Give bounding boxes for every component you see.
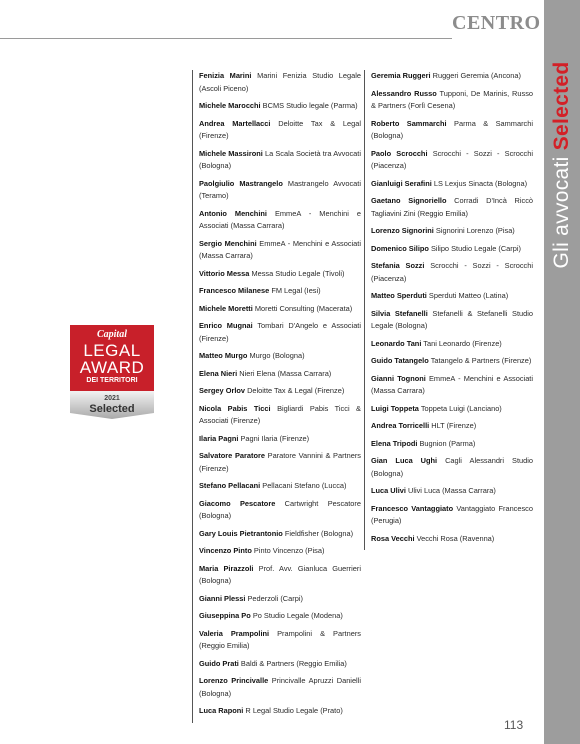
lawyer-firm: Vecchi Rosa (Ravenna) <box>416 533 495 543</box>
list-item <box>199 320 361 345</box>
lawyer-name: Enrico Mugnai <box>199 321 253 330</box>
lawyer-name: Francesco Vantaggiato <box>371 503 454 513</box>
lawyer-name: Giacomo Pescatore <box>199 498 276 508</box>
lawyer-firm: Prampolini & Partners (Reggio Emilia) <box>199 628 361 650</box>
list-item <box>199 303 361 316</box>
lawyer-name: Matteo Sperduti <box>371 291 427 300</box>
lawyer-name: Paolo Scrocchi <box>371 148 428 158</box>
lawyer-name: Paolgiulio Mastrangelo <box>199 178 283 188</box>
lawyer-firm: LS Lexjus Sinacta (Bologna) <box>433 178 528 188</box>
list-item <box>371 260 533 285</box>
lawyer-name: Gaetano Signoriello <box>371 196 447 205</box>
lawyer-firm: Scrocchi - Sozzi - Scrocchi (Piacenza) <box>371 148 534 170</box>
lawyer-firm: BCMS Studio legale (Parma) <box>262 101 358 110</box>
list-item <box>199 593 361 606</box>
list-item <box>371 178 533 191</box>
badge-line-territori: DEI TERRITORI <box>86 377 138 384</box>
lawyer-firm: Parma & Sammarchi (Bologna) <box>371 118 533 140</box>
lawyer-firm: Fieldfisher (Bologna) <box>284 528 354 538</box>
lawyer-firm: Ruggeri Geremia (Ancona) <box>432 71 521 80</box>
lawyer-name: Michele Marocchi <box>199 101 261 110</box>
lawyer-name: Guido Tatangelo <box>371 356 429 365</box>
badge-line-award: AWARD <box>79 358 145 377</box>
lawyer-name: Gary Louis Pietrantonio <box>199 528 283 538</box>
lawyer-name: Luca Ulivi <box>371 486 406 495</box>
list-item <box>371 195 533 220</box>
lawyer-name: Michele Moretti <box>199 303 253 313</box>
lawyer-name: Andrea Martellacci <box>199 118 271 128</box>
list-item <box>199 480 361 493</box>
list-item <box>371 118 533 143</box>
lawyer-name: Elena Nieri <box>199 368 238 378</box>
lawyer-firm: Mastrangelo Avvocati (Teramo) <box>199 178 361 200</box>
lawyer-name: Salvatore Paratore <box>199 451 265 460</box>
list-item <box>199 385 361 398</box>
lawyer-name: Antonio Menchini <box>199 208 267 218</box>
lawyer-firm: Murgo (Bologna) <box>249 351 305 360</box>
lawyer-firm: EmmeA - Menchini e Associati (Massa Carrara) <box>199 238 361 260</box>
list-item <box>199 208 361 233</box>
lawyer-firm: Princivalle Apruzzi Danielli (Bologna) <box>199 676 361 698</box>
list-item <box>199 545 361 558</box>
lawyer-name: Stefano Pellacani <box>199 481 261 490</box>
sidebar-title-bold: Selected <box>550 61 573 151</box>
lawyer-name: Nicola Pabis Ticci <box>199 403 271 413</box>
lawyer-firm: Tatangelo & Partners (Firenze) <box>430 356 532 365</box>
list-item <box>371 88 533 113</box>
lawyer-firm: Ulivi Luca (Massa Carrara) <box>407 486 496 495</box>
sidebar-title-light: Gli avvocati <box>550 150 573 269</box>
lawyer-name: Valeria Prampolini <box>199 628 270 638</box>
list-item <box>199 433 361 446</box>
lawyer-name: Francesco Milanese <box>199 286 270 295</box>
list-item <box>371 243 533 256</box>
lawyer-name: Silvia Stefanelli <box>371 308 428 318</box>
lawyer-name: Gianni Plessi <box>199 593 246 603</box>
lawyer-name: Domenico Silipo <box>371 243 429 253</box>
badge-brand: Capital <box>96 329 127 340</box>
list-item <box>199 403 361 428</box>
list-item <box>199 528 361 541</box>
legal-award-badge <box>70 325 154 419</box>
list-item <box>199 70 361 95</box>
list-item <box>371 225 533 238</box>
list-item <box>371 355 533 368</box>
lawyer-name: Luigi Toppeta <box>371 403 419 413</box>
list-item <box>371 485 533 498</box>
lawyer-firm: Signorini Lorenzo (Pisa) <box>435 226 515 235</box>
list-item <box>199 705 361 718</box>
badge-year: 2021 <box>104 395 120 402</box>
list-item <box>199 100 361 113</box>
lawyer-firm: Deloitte Tax & Legal (Firenze) <box>247 386 345 395</box>
lawyer-firm: Tombari D'Angelo e Associati (Firenze) <box>199 321 361 343</box>
lawyer-name: Maria Pirazzoli <box>199 563 254 573</box>
lawyer-firm: Po Studio Legale (Modena) <box>252 611 343 620</box>
lawyer-firm: R Legal Studio Legale (Prato) <box>245 706 343 715</box>
lawyer-name: Michele Massironi <box>199 148 263 158</box>
lawyer-firm: Silipo Studio Legale (Carpi) <box>430 243 521 253</box>
lawyer-name: Andrea Torricelli <box>371 421 430 430</box>
lawyer-name: Ilaria Pagni <box>199 433 239 443</box>
list-item <box>371 373 533 398</box>
lawyer-name: Geremia Ruggeri <box>371 71 431 80</box>
lawyer-name: Gian Luca Ughi <box>371 456 438 465</box>
page-number: 113 <box>504 718 524 732</box>
header-rule <box>0 38 452 39</box>
lawyer-firm: Pinto Vincenzo (Pisa) <box>253 546 325 555</box>
lawyer-firm: Messa Studio Legale (Tivoli) <box>251 268 345 278</box>
lawyer-firm: La Scala Società tra Avvocati (Bologna) <box>199 148 361 170</box>
lawyer-firm: Corradi D'Incà Riccò Tagliavini Zini (Reggio Emilia) <box>371 196 533 218</box>
lawyer-name: Sergio Menchini <box>199 238 257 248</box>
lawyer-firm: Tupponi, De Marinis, Russo & Partners (Forlì Cesena) <box>371 88 533 110</box>
list-item <box>371 533 533 546</box>
lawyer-list-left <box>192 70 363 723</box>
list-item <box>371 70 533 83</box>
lawyer-name: Guido Prati <box>199 658 239 668</box>
list-item <box>199 178 361 203</box>
lawyer-firm: Pederzoli (Carpi) <box>247 593 303 603</box>
lawyer-name: Fenizia Marini <box>199 71 252 80</box>
list-item <box>371 148 533 173</box>
lawyer-firm: Scrocchi - Sozzi - Scrocchi (Piacenza) <box>371 261 533 283</box>
lawyer-name: Lorenzo Signorini <box>371 226 434 235</box>
lawyer-name: Vittorio Messa <box>199 268 250 278</box>
lawyer-firm: Moretti Consulting (Macerata) <box>254 303 353 313</box>
lawyer-name: Alessandro Russo <box>371 88 437 98</box>
list-item <box>199 368 361 381</box>
list-item <box>199 675 361 700</box>
list-item <box>371 338 533 351</box>
list-item <box>371 438 533 451</box>
list-item <box>199 350 361 363</box>
lawyer-firm: Paratore Vannini & Partners (Firenze) <box>199 451 361 473</box>
lawyer-name: Gianni Tognoni <box>371 373 426 383</box>
lawyer-name: Gianluigi Serafini <box>371 178 432 188</box>
list-item <box>199 118 361 143</box>
list-item <box>371 290 533 303</box>
lawyer-name: Lorenzo Princivalle <box>199 676 269 685</box>
list-item <box>199 285 361 298</box>
lawyer-firm: Cagli Alessandri Studio (Bologna) <box>371 456 533 478</box>
list-item <box>371 308 533 333</box>
list-item <box>199 148 361 173</box>
lawyer-firm: Tani Leonardo (Firenze) <box>423 338 502 348</box>
lawyer-name: Elena Tripodi <box>371 438 418 448</box>
lawyer-name: Roberto Sammarchi <box>371 118 447 128</box>
lawyer-firm: Prof. Avv. Gianluca Guerrieri (Bologna) <box>199 563 361 585</box>
lawyer-firm: HLT (Firenze) <box>431 421 477 430</box>
lawyer-firm: Bigliardi Pabis Ticci & Associati (Firenze) <box>199 403 361 425</box>
lawyer-firm: Pellacani Stefano (Lucca) <box>262 481 347 490</box>
lawyer-firm: Marini Fenizia Studio Legale (Ascoli Piceno) <box>199 71 361 93</box>
lawyer-firm: Toppeta Luigi (Lanciano) <box>420 403 502 413</box>
list-item <box>199 563 361 588</box>
list-item <box>199 238 361 263</box>
lawyer-firm: Nieri Elena (Massa Carrara) <box>239 368 332 378</box>
lawyer-firm: Baldi & Partners (Reggio Emilia) <box>240 658 347 668</box>
lawyer-firm: Cartwright Pescatore (Bologna) <box>199 498 361 520</box>
lawyer-name: Giuseppina Po <box>199 611 251 620</box>
list-item <box>371 503 533 528</box>
lawyer-name: Stefania Sozzi <box>371 261 425 270</box>
lawyer-name: Vincenzo Pinto <box>199 546 252 555</box>
list-item <box>199 498 361 523</box>
lawyer-firm: Deloitte Tax & Legal (Firenze) <box>199 118 361 140</box>
lawyer-firm: EmmeA - Menchini e Associati (Massa Carrara) <box>199 208 362 230</box>
list-item <box>199 628 361 653</box>
badge-line-legal: LEGAL <box>83 341 141 360</box>
list-item <box>199 610 361 623</box>
lawyer-firm: Vantaggiato Francesco (Perugia) <box>371 503 533 525</box>
sidebar-title <box>550 61 574 268</box>
list-item <box>371 403 533 416</box>
lawyer-firm: FM Legal (Iesi) <box>271 286 321 295</box>
list-item <box>371 455 533 480</box>
lawyer-name: Matteo Murgo <box>199 351 248 360</box>
lawyer-name: Luca Raponi <box>199 706 244 715</box>
lawyer-name: Rosa Vecchi <box>371 533 415 543</box>
badge-selected-label: Selected <box>89 403 135 415</box>
section-title: CENTRO <box>452 12 541 34</box>
list-item <box>199 450 361 475</box>
lawyer-firm: Stefanelli & Stefanelli Studio Legale (Bologna) <box>371 308 533 330</box>
list-item <box>199 268 361 281</box>
lawyer-list-right <box>364 70 535 550</box>
lawyer-firm: Pagni Ilaria (Firenze) <box>240 433 310 443</box>
lawyer-firm: EmmeA - Menchini e Associati (Massa Carrara) <box>371 373 533 395</box>
list-item <box>199 658 361 671</box>
lawyer-firm: Bugnion (Parma) <box>419 438 476 448</box>
lawyer-name: Sergey Orlov <box>199 386 246 395</box>
lawyer-name: Leonardo Tani <box>371 338 422 348</box>
lawyer-firm: Sperduti Matteo (Latina) <box>428 291 509 300</box>
list-item <box>371 420 533 433</box>
